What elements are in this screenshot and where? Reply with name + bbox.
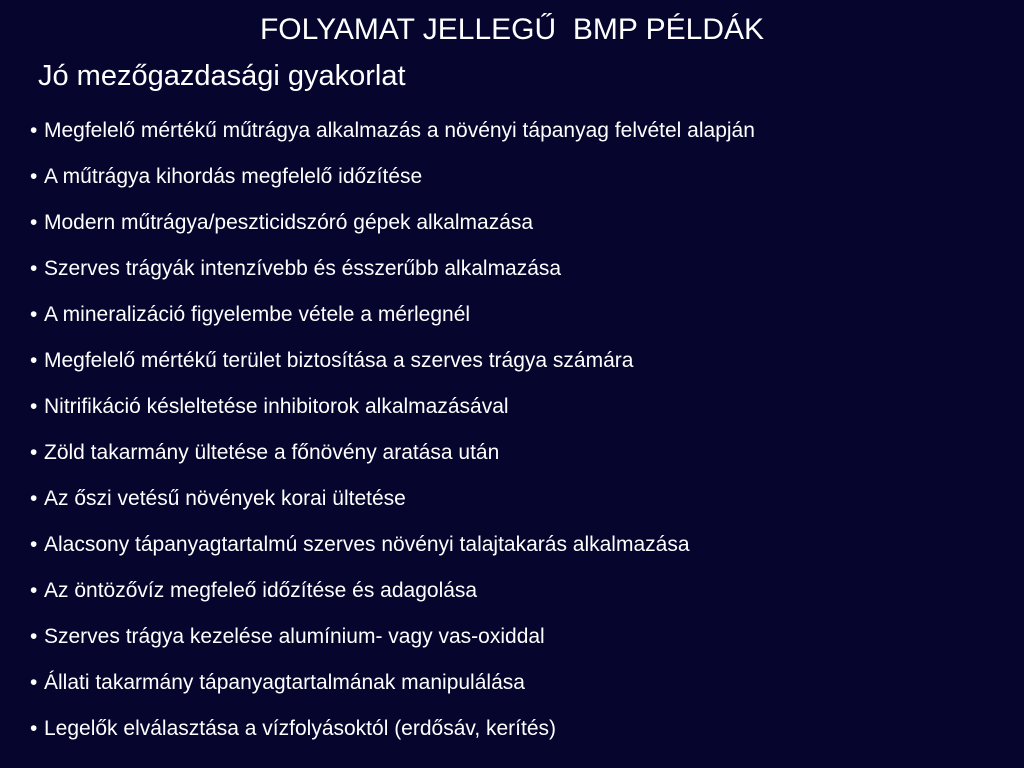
bullet-icon: • (30, 441, 38, 464)
bullet-item (30, 714, 755, 760)
bullet-item (30, 668, 755, 714)
bullet-item (30, 162, 755, 208)
bullet-item (30, 208, 755, 254)
bullet-item (30, 392, 755, 438)
bullet-icon: • (30, 211, 38, 234)
bullet-item (30, 300, 755, 346)
bullet-item (30, 254, 755, 300)
bullet-icon: • (30, 119, 38, 142)
bullet-text: A műtrágya kihordás megfelelő időzítése (44, 165, 423, 188)
bullet-icon: • (30, 717, 38, 740)
bullet-item (30, 484, 755, 530)
bullet-icon: • (30, 303, 38, 326)
bullet-icon: • (30, 579, 38, 602)
bullet-text: Az őszi vetésű növények korai ültetése (44, 487, 406, 510)
bullet-text: Állati takarmány tápanyagtartalmának manipulálása (44, 671, 525, 694)
bullet-text: Szerves trágya kezelése alumínium- vagy vas-oxiddal (44, 625, 545, 648)
bullet-text: Nitrifikáció késleltetése inhibitorok alkalmazásával (44, 395, 509, 418)
bullet-list (30, 116, 755, 760)
slide-title: FOLYAMAT JELLEGŰ BMP PÉLDÁK (259, 13, 765, 46)
bullet-icon: • (30, 625, 38, 648)
bullet-item (30, 622, 755, 668)
bullet-icon: • (30, 257, 38, 280)
bullet-item (30, 530, 755, 576)
bullet-item (30, 346, 755, 392)
bullet-text: Az öntözővíz megfeleő időzítése és adagolása (44, 579, 478, 602)
bullet-text: A mineralizáció figyelembe vétele a mérlegnél (44, 303, 471, 326)
bullet-icon: • (30, 165, 38, 188)
bullet-icon: • (30, 487, 38, 510)
bullet-icon: • (30, 671, 38, 694)
bullet-icon: • (30, 533, 38, 556)
bullet-item (30, 438, 755, 484)
bullet-icon: • (30, 349, 38, 372)
bullet-item (30, 576, 755, 622)
bullet-text: Szerves trágyák intenzívebb és ésszerűbb alkalmazása (44, 257, 562, 280)
bullet-text: Megfelelő mértékű terület biztosítása a szerves trágya számára (44, 349, 634, 372)
bullet-text: Zöld takarmány ültetése a főnövény aratása után (44, 441, 500, 464)
bullet-text: Megfelelő mértékű műtrágya alkalmazás a növényi tápanyag felvétel alapján (44, 119, 755, 142)
bullet-text: Alacsony tápanyagtartalmú szerves növényi talajtakarás alkalmazása (44, 533, 690, 556)
slide-subtitle: Jó mezőgazdasági gyakorlat (38, 60, 406, 92)
bullet-text: Legelők elválasztása a vízfolyásoktól (erdősáv, kerítés) (44, 717, 557, 740)
bullet-icon: • (30, 395, 38, 418)
bullet-text: Modern műtrágya/peszticidszóró gépek alkalmazása (44, 211, 534, 234)
bullet-item (30, 116, 755, 162)
